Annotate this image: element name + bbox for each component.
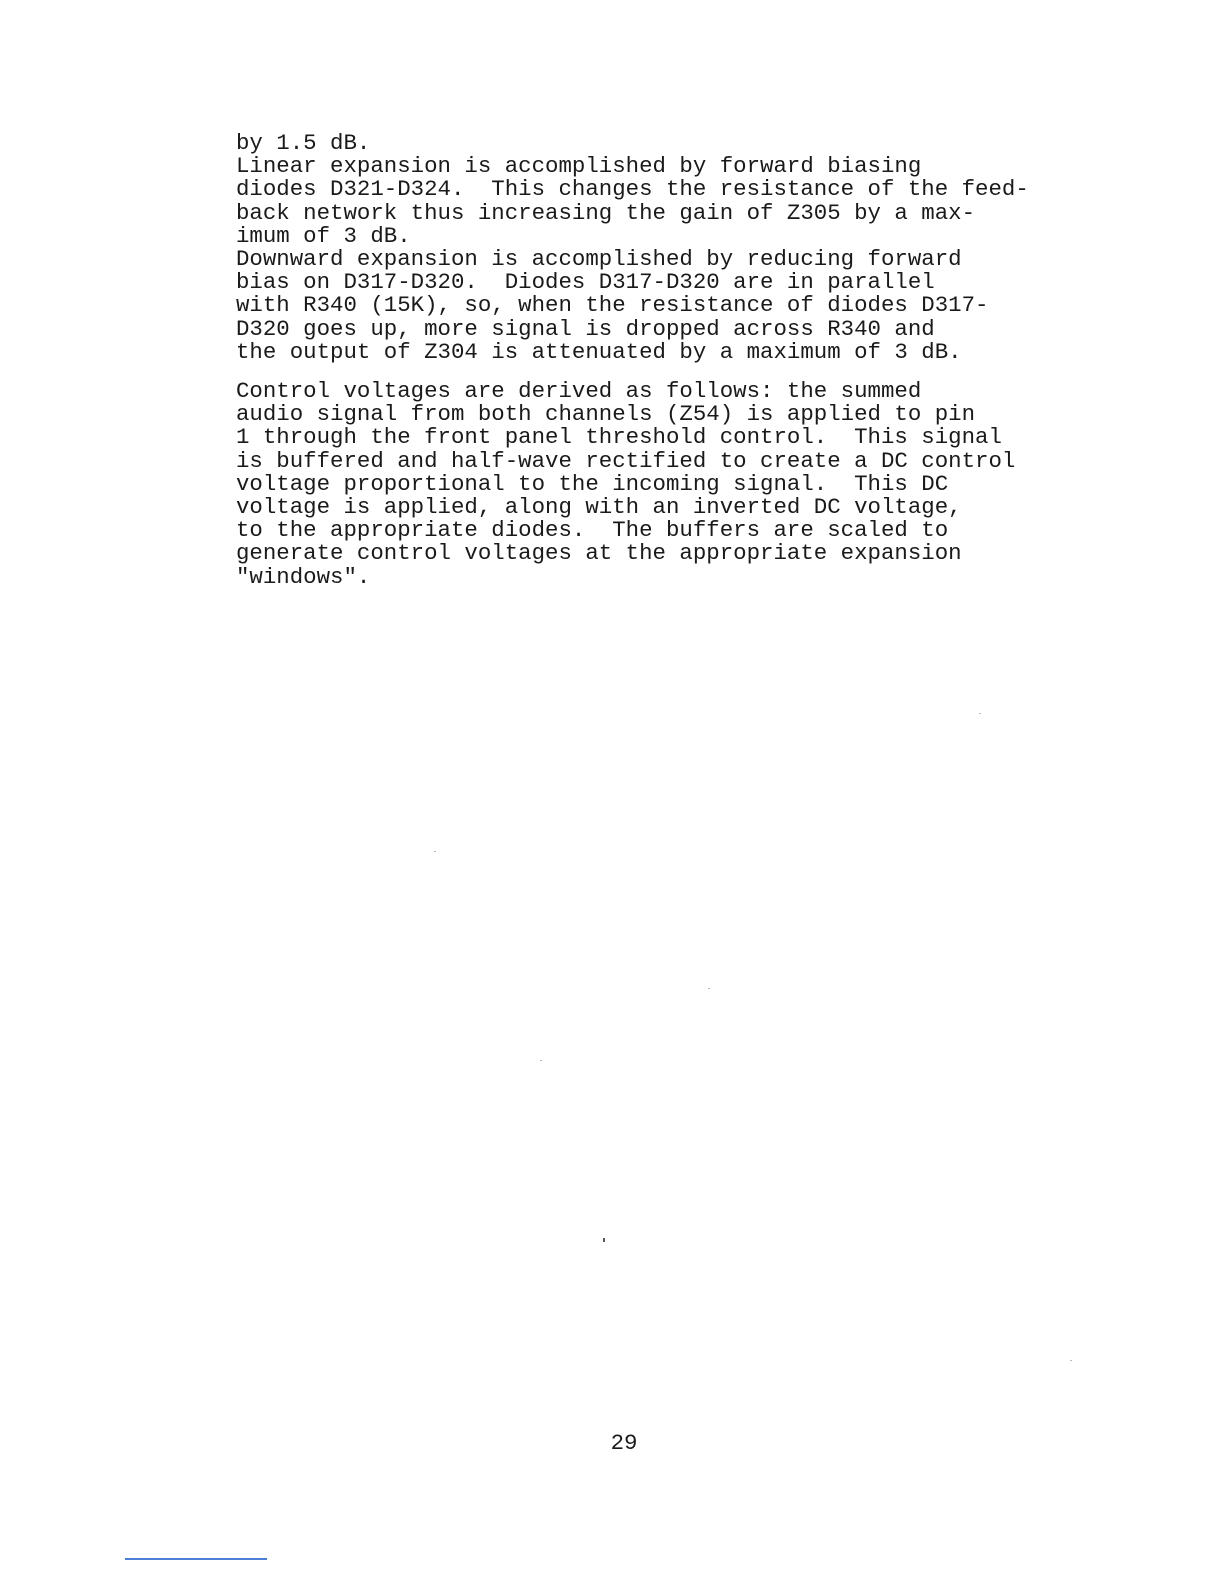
text-line: Control voltages are derived as follows: the summed xyxy=(236,378,922,404)
text-line: audio signal from both channels (Z54) is applied to pin xyxy=(236,401,976,428)
scan-speck xyxy=(979,713,981,714)
text-line: generate control voltages at the appropriate expansion xyxy=(236,540,962,567)
text-line: Linear expansion is accomplished by forward biasing xyxy=(236,153,922,180)
text-line: diodes D321-D324. This changes the resistance of the feed- xyxy=(236,176,1029,203)
text-line: bias on D317-D320. Diodes D317-D320 are in parallel xyxy=(236,269,935,296)
text-line: with R340 (15K), so, when the resistance of diodes D317- xyxy=(236,292,989,319)
page-number: 29 xyxy=(610,1430,638,1456)
footer-rule xyxy=(125,1558,267,1560)
text-line: back network thus increasing the gain of Z305 by a max- xyxy=(236,199,976,226)
paragraph-control-voltages xyxy=(236,380,1015,589)
text-line: is buffered and half-wave rectified to create a DC control xyxy=(236,447,1016,474)
scan-speck xyxy=(434,851,436,852)
text-line: voltage proportional to the incoming signal. This DC xyxy=(236,470,949,497)
scan-speck xyxy=(540,1060,542,1061)
scan-speck xyxy=(603,1238,605,1242)
text-line: "windows". xyxy=(236,563,371,590)
scan-speck xyxy=(1070,1360,1072,1361)
text-line: Downward expansion is accomplished by reducing forward xyxy=(236,245,962,272)
text-line: to the appropriate diodes. The buffers are scaled to xyxy=(236,517,949,544)
text-line: voltage is applied, along with an inverted DC voltage, xyxy=(236,493,962,520)
text-line: 1 through the front panel threshold control. This signal xyxy=(236,424,1002,451)
text-line: by 1.5 dB. xyxy=(236,130,371,156)
paragraph-expansion xyxy=(236,132,1029,364)
text-line: D320 goes up, more signal is dropped across R340 and xyxy=(236,315,935,342)
text-line: the output of Z304 is attenuated by a maximum of 3 dB. xyxy=(236,338,962,365)
text-line: imum of 3 dB. xyxy=(236,222,411,249)
scan-speck xyxy=(708,988,710,989)
